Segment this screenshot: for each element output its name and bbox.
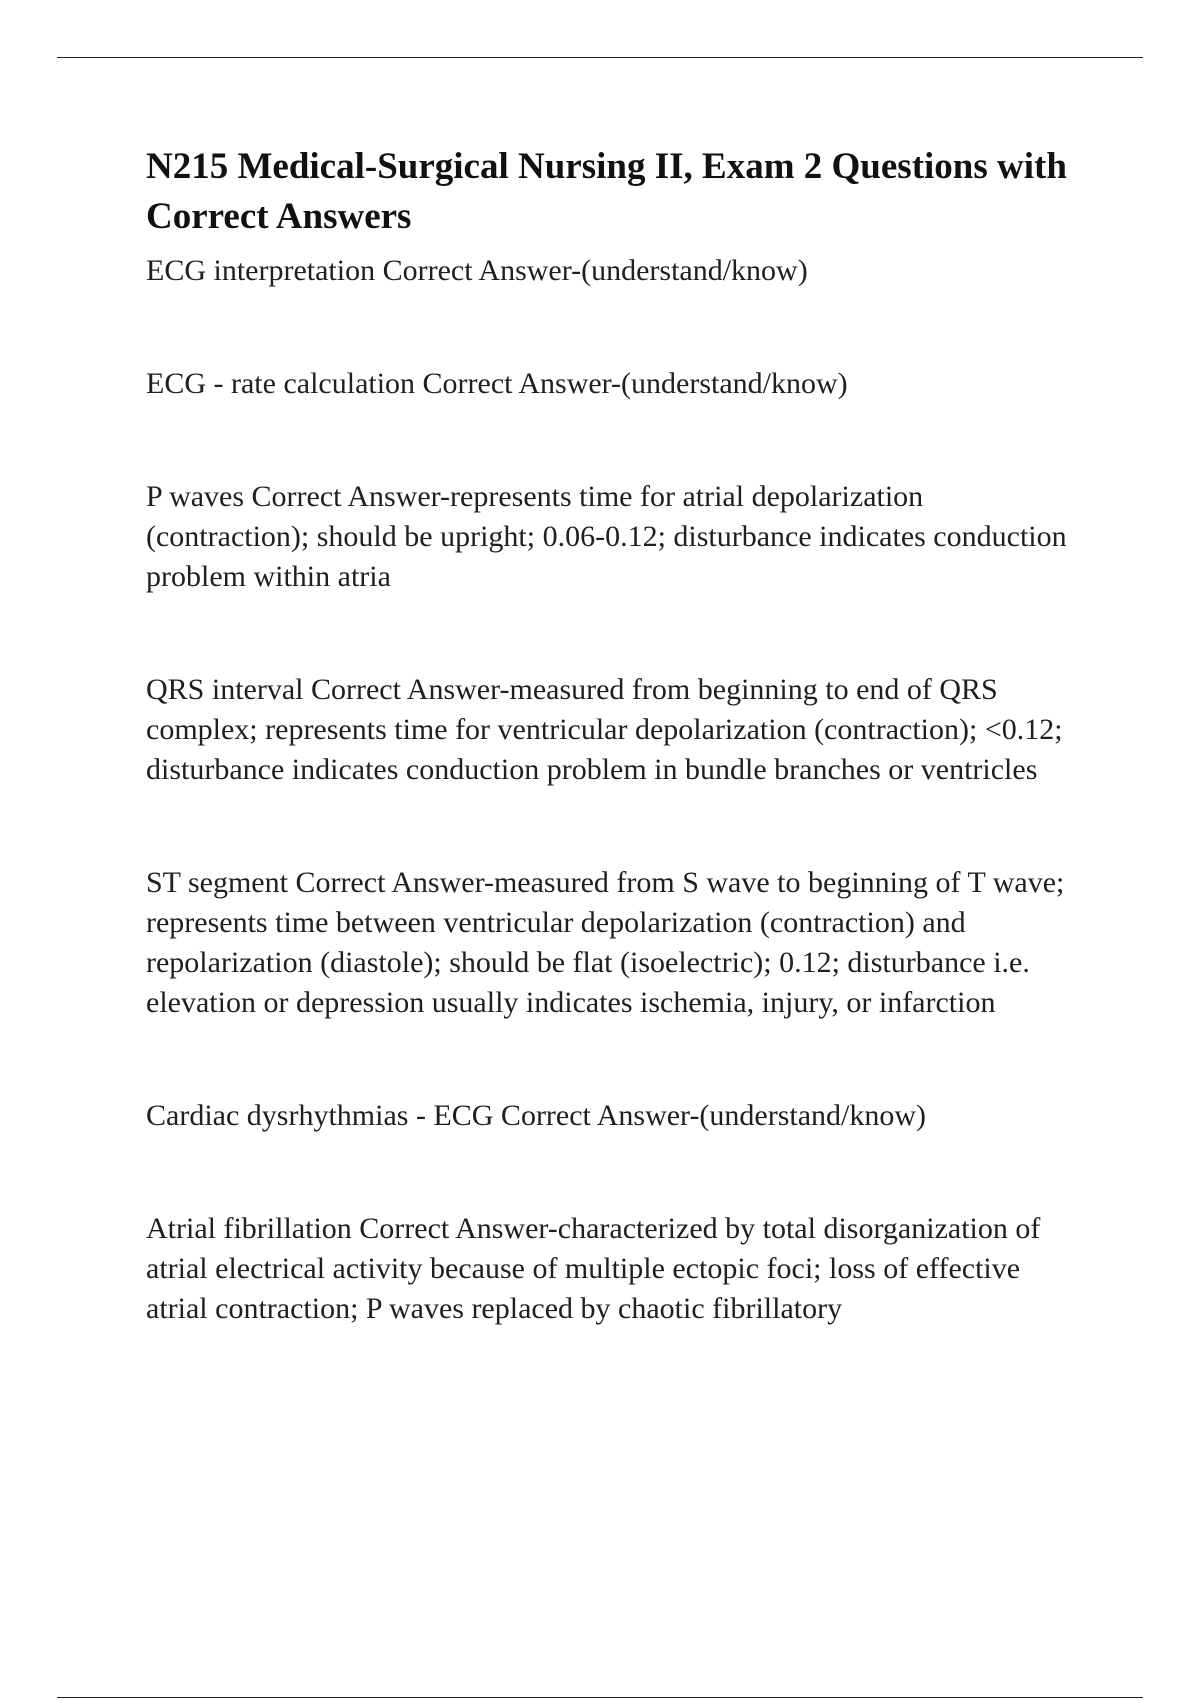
document-title: N215 Medical-Surgical Nursing II, Exam 2 Questions with Correct Answers: [146, 146, 1067, 237]
bottom-divider: [57, 1697, 1143, 1698]
qa-item-atrial-fibrillation: Atrial fibrillation Correct Answer-characterized by total disorganization of atrial electrical activity because of multiple ectopic foci; loss of effective atrial contraction; P waves replaced by chaotic fibrillatory: [146, 1212, 1041, 1325]
qa-item-st-segment: ST segment Correct Answer-measured from S wave to beginning of T wave; represents time between ventricular depolarization (contraction) and repolarization (diastole); should be flat (isoelectric); 0.12; disturbance i.e. elevation or depression usually indicates ischemia, injury, or infarction: [146, 866, 1065, 1019]
qa-item-cardiac-dysrhythmias: Cardiac dysrhythmias - ECG Correct Answer-(understand/know): [146, 1099, 927, 1132]
qa-item-ecg-interpretation: ECG interpretation Correct Answer-(understand/know): [146, 254, 808, 287]
document-body: [146, 142, 1086, 1329]
qa-item-ecg-rate-calculation: ECG - rate calculation Correct Answer-(understand/know): [146, 367, 848, 400]
qa-list: [146, 251, 1086, 1329]
qa-item-qrs-interval: QRS interval Correct Answer-measured from beginning to end of QRS complex; represents time for ventricular depolarization (contraction); <0.12; disturbance indicates conduction problem in bundle branches or ventricles: [146, 673, 1063, 786]
qa-item-p-waves: P waves Correct Answer-represents time for atrial depolarization (contraction); should be upright; 0.06-0.12; disturbance indicates conduction problem within atria: [146, 480, 1067, 593]
top-divider: [57, 57, 1143, 58]
